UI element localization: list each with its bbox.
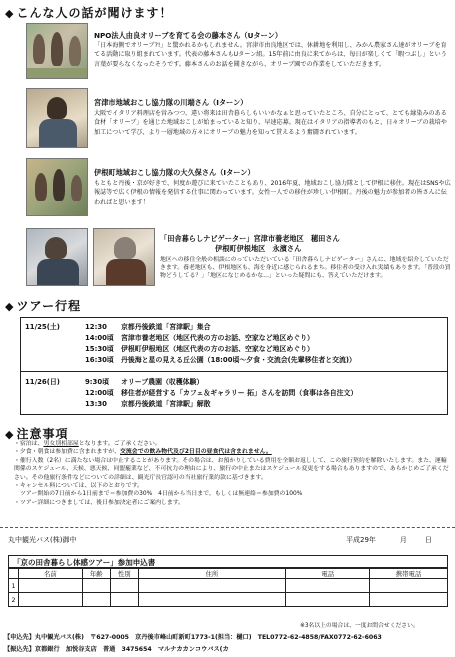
diamond-icon: ◆ — [5, 428, 15, 441]
speakers-section-title: ◆ こんな人の話が聞けます！ — [5, 6, 173, 20]
navigator-photo-nagahama — [93, 228, 155, 286]
address-field[interactable] — [138, 579, 286, 593]
tour-time: 9:30頃 — [85, 378, 110, 386]
tour-time: 12:00頃 — [85, 389, 114, 397]
speaker-title: NPO法人由良オリーブを育てる会の藤本さん（Uターン） — [94, 31, 283, 40]
form-header-sex: 性別 — [110, 569, 138, 579]
tour-item: 宮津市養老地区（地区代表の方のお話、空家など地区めぐり） — [121, 334, 314, 342]
form-header-name: 名前 — [18, 569, 82, 579]
note-item: ・宿泊は、男女別相部屋となります。ご了承ください。 — [14, 441, 161, 447]
addressee: 丸中観光バス(株)御中 — [8, 536, 77, 544]
navigator-title: 「田舎暮らしナビゲーター」宮津市養老地区 穂田さん — [160, 234, 340, 243]
phone-field[interactable] — [286, 579, 370, 593]
navigator-photo-honda — [26, 228, 88, 286]
tour-item: 移住者が経営する「カフェ＆ギャラリー 拓」さんを訪問（食事は各自注文） — [121, 389, 358, 397]
form-row-number: 1 — [9, 579, 19, 593]
tour-section-title: ◆ ツアー行程 — [5, 299, 82, 313]
tour-item: 丹後海と星の見える丘公園（18:00頃～夕食・交流会(先輩移住者と交流)） — [121, 356, 356, 364]
speaker-body: もともと丹後・京が好きで、何度か遊びに来ていたこともあり、2016年夏、地域おこし協力隊として伊根に移住。現在はSNSや広報誌等で広く伊根の情報を発信する仕事に関わっています。女性一人での移住が珍しい伊根町。丹後の魅力が参加者の皆さんに伝わればと思います！ — [94, 180, 451, 206]
person-head — [47, 97, 67, 119]
tour-date: 11/25(土) — [25, 323, 60, 331]
sex-field[interactable] — [110, 593, 138, 607]
note-item: ・キャンセル料については、以下のとおりです。 — [14, 483, 144, 490]
note-item: ツアー開始の7日前から1日前まで＝参加費の30% 4日前から当日まで、もしくは無連絡＝参加費の100% — [14, 491, 303, 498]
form-row — [9, 579, 448, 593]
notes-list — [14, 440, 450, 507]
form-header-mobile: 携帯電話 — [370, 569, 448, 579]
navigator-body: 地区への移住全般の相談にのっていただいている「田舎暮らしナビゲーター」さんに、地域を紹介していただきます。養老地区も、伊根地区も、海を身近に感じられるまち。移住者の受け入れ実績もあります。「普段の買物どうしてる？」「地区になじめるかな…」といった疑問にも、答えていただけます。 — [160, 257, 451, 280]
tour-item: 伊根町伊根地区（地区代表の方のお話、空家など地区めぐり） — [121, 345, 314, 353]
address-field[interactable] — [138, 593, 286, 607]
speaker-body: 大阪でイタリア料理店を営みつつ、違い将来は田舎暮らしもいいかなぁと思っていたところ、自分にとって、とても縁染みのある食材「オリーブ」を通じた地域おこしが始まっていると知り、早速応募。現在はイタリアの指導者のもと、日々オリーブの栽培や加工について学び、より一層地域の方々にオリーブの魅力を知って貰えるよう奮闘されています。 — [94, 110, 447, 136]
tour-time: 13:30 — [85, 400, 107, 408]
age-field[interactable] — [82, 579, 110, 593]
form-header-row — [9, 569, 448, 579]
speaker-photo-fujimoto — [26, 23, 88, 79]
speaker-title: 宮津市地域おこし協力隊の川端さん（Iターン） — [94, 98, 248, 107]
speaker-photo-kawabata — [26, 88, 88, 148]
cut-line — [0, 527, 455, 528]
footer-bank: 【振込先】京都銀行 加悦谷支店 普通 3475654 マルナカカンコウバス(カ — [4, 646, 229, 653]
speaker-photo-okubo — [26, 158, 88, 216]
speaker-title: 伊根町地域おこし協力隊の大久保さん（Iターン） — [94, 168, 255, 177]
person-head — [45, 237, 67, 259]
tour-day-divider — [21, 371, 447, 372]
note-item: ・催行人数（2名）に満たない場合は中止することがあります。その場合は、お預かりしている費用を全額お返しして、この旅行契約を解除いたします。また、運輸関係のスケジュール、天候、悪天候、同盟罷業など、不可抗力の理由により、旅行の中止またはスケジュール変更をする場合もありますので、あらかじめご了承ください。その他旅行条件などについての詳細は、観光庁長官認可の当社旅行業約款に基づきます。 — [14, 457, 449, 481]
age-field[interactable] — [82, 593, 110, 607]
tour-item: 京都丹後鉄道「宮津駅」集合 — [121, 323, 211, 331]
form-header-phone: 電話 — [286, 569, 370, 579]
tour-schedule-box — [20, 317, 448, 415]
note-item: ・ツアー詳細につきましては、後日参加決定者にご案内します。 — [14, 499, 185, 506]
diamond-icon: ◆ — [5, 300, 15, 313]
tour-date: 11/26(日) — [25, 378, 60, 386]
form-row — [9, 593, 448, 607]
person-figure — [35, 173, 47, 201]
mobile-field[interactable] — [370, 579, 448, 593]
notes-section-title: ◆ 注意事項 — [5, 427, 69, 441]
tour-item: 京都丹後鉄道「宮津駅」解散 — [121, 400, 211, 408]
navigator-subtitle: 伊根町伊根地区 永濱さん — [215, 244, 302, 253]
name-field[interactable] — [18, 593, 82, 607]
form-row-number: 2 — [9, 593, 19, 607]
sex-field[interactable] — [110, 579, 138, 593]
note-item: ・夕食・朝食は参加費に含まれますが、交流会での飲み物代及び2日目の昼食代は含まれません。 — [14, 449, 272, 456]
application-form-table — [8, 568, 448, 607]
application-date: 平成29年 月 日 — [346, 536, 432, 544]
form-header-num — [9, 569, 19, 579]
person-head — [114, 237, 136, 259]
person-body — [106, 259, 146, 286]
phone-field[interactable] — [286, 593, 370, 607]
diamond-icon: ◆ — [5, 7, 15, 20]
person-figure — [71, 175, 82, 201]
tour-item: オリーブ農園（収穫体験） — [121, 378, 204, 386]
tour-time: 14:00頃 — [85, 334, 114, 342]
tour-time: 15:30頃 — [85, 345, 114, 353]
person-body — [37, 259, 79, 286]
footer-applicant: 【申込先】丸中観光バス(株) 〒627-0005 京丹後市峰山町新町1773-1(担当：樋口) TEL0772-62-4858/FAX0772-62-6063 — [4, 634, 382, 641]
person-body — [39, 119, 77, 148]
name-field[interactable] — [18, 579, 82, 593]
speaker-body: 「日本海側でオリーブ?!」と驚かれるかもしれません。宮津市由良地区では、休耕地を利用し、みかん農家さん達がオリーブを育てる活動に取り組まれています。代表の藤本さんもUターン組。15年前に由良に来てからは、毎日が楽しくて「暇つぶし」という言葉が要らなくなったそうです。藤本さんのお話を聞きながら、オリーブ園での作業をしていただきます。 — [94, 42, 447, 68]
person-figure — [53, 169, 65, 201]
tour-time: 16:30頃 — [85, 356, 114, 364]
person-figure — [33, 34, 45, 64]
form-title: 「京の田舎暮らし体感ツアー」参加申込書 — [8, 555, 448, 568]
grass-strip — [27, 68, 88, 79]
form-header-age: 年齢 — [82, 569, 110, 579]
tour-time: 12:30 — [85, 323, 107, 331]
person-figure — [51, 32, 63, 66]
form-note: ※3名以上の場合は、一度お問合せください。 — [300, 623, 419, 629]
mobile-field[interactable] — [370, 593, 448, 607]
form-header-address: 住所 — [138, 569, 286, 579]
person-figure — [69, 36, 81, 66]
